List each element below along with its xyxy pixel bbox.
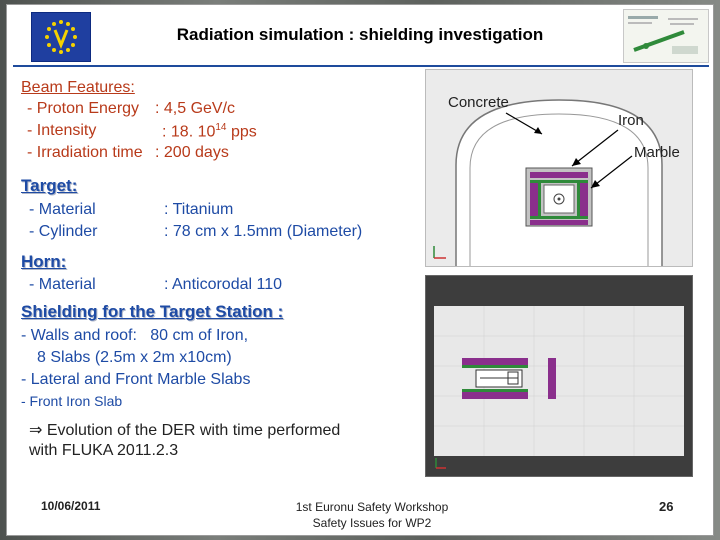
beam-time-value: : 200 days bbox=[155, 144, 229, 161]
footer-event-title: 1st Euronu Safety Workshop bbox=[295, 500, 449, 514]
target-heading: Target: bbox=[21, 176, 78, 195]
label-iron: Iron bbox=[618, 112, 644, 129]
shielding-front: - Front Iron Slab bbox=[21, 393, 123, 409]
conclusion-line-1: ⇒ Evolution of the DER with time performed bbox=[29, 422, 341, 439]
conclusion-line-2: with FLUKA 2011.2.3 bbox=[29, 442, 179, 459]
footer-event bbox=[257, 499, 487, 531]
beam-energy-value: : 4,5 GeV/c bbox=[155, 100, 236, 117]
implies-arrow: ⇒ bbox=[29, 422, 43, 439]
shielding-slabs: 8 Slabs (2.5m x 2m x10cm) bbox=[37, 349, 232, 366]
footer-event-subtitle: Safety Issues for WP2 bbox=[312, 516, 432, 530]
page-number: 26 bbox=[659, 499, 674, 514]
shielding-walls: - Walls and roof: 80 cm of Iron, bbox=[21, 327, 249, 344]
shielding-lateral: - Lateral and Front Marble Slabs bbox=[21, 371, 251, 388]
beam-time-label: - Irradiation time bbox=[27, 144, 143, 161]
shielding-heading: Shielding for the Target Station : bbox=[21, 302, 284, 321]
beam-intensity-value: : 18. $10^{14}$ pps bbox=[162, 122, 257, 141]
horn-material-value: : Anticorodal 110 bbox=[164, 276, 283, 293]
target-material-value: : Titanium bbox=[164, 201, 234, 218]
horn-heading: Horn: bbox=[21, 252, 67, 271]
target-cylinder-label: - Cylinder bbox=[29, 223, 98, 240]
target-material-label: - Material bbox=[29, 201, 96, 218]
slide-header bbox=[7, 5, 713, 63]
top-view-figure bbox=[425, 275, 693, 477]
target-cylinder-value: : 78 cm x 1.5mm (Diameter) bbox=[164, 223, 363, 240]
footer-date: 10/06/2011 bbox=[41, 499, 101, 513]
header-divider bbox=[13, 65, 709, 67]
cross-section-figure bbox=[425, 69, 693, 267]
horn-material-label: - Material bbox=[29, 276, 96, 293]
label-concrete: Concrete bbox=[448, 94, 509, 111]
beam-energy-label: - Proton Energy bbox=[27, 100, 140, 117]
label-marble: Marble bbox=[634, 144, 680, 161]
beam-heading: Beam Features: bbox=[21, 79, 135, 96]
beam-intensity-label: - Intensity bbox=[27, 122, 97, 139]
project-logo bbox=[623, 9, 709, 63]
slide bbox=[6, 4, 714, 536]
slide-title: Radiation simulation : shielding investigation bbox=[176, 25, 544, 44]
slide-footer bbox=[7, 495, 713, 535]
